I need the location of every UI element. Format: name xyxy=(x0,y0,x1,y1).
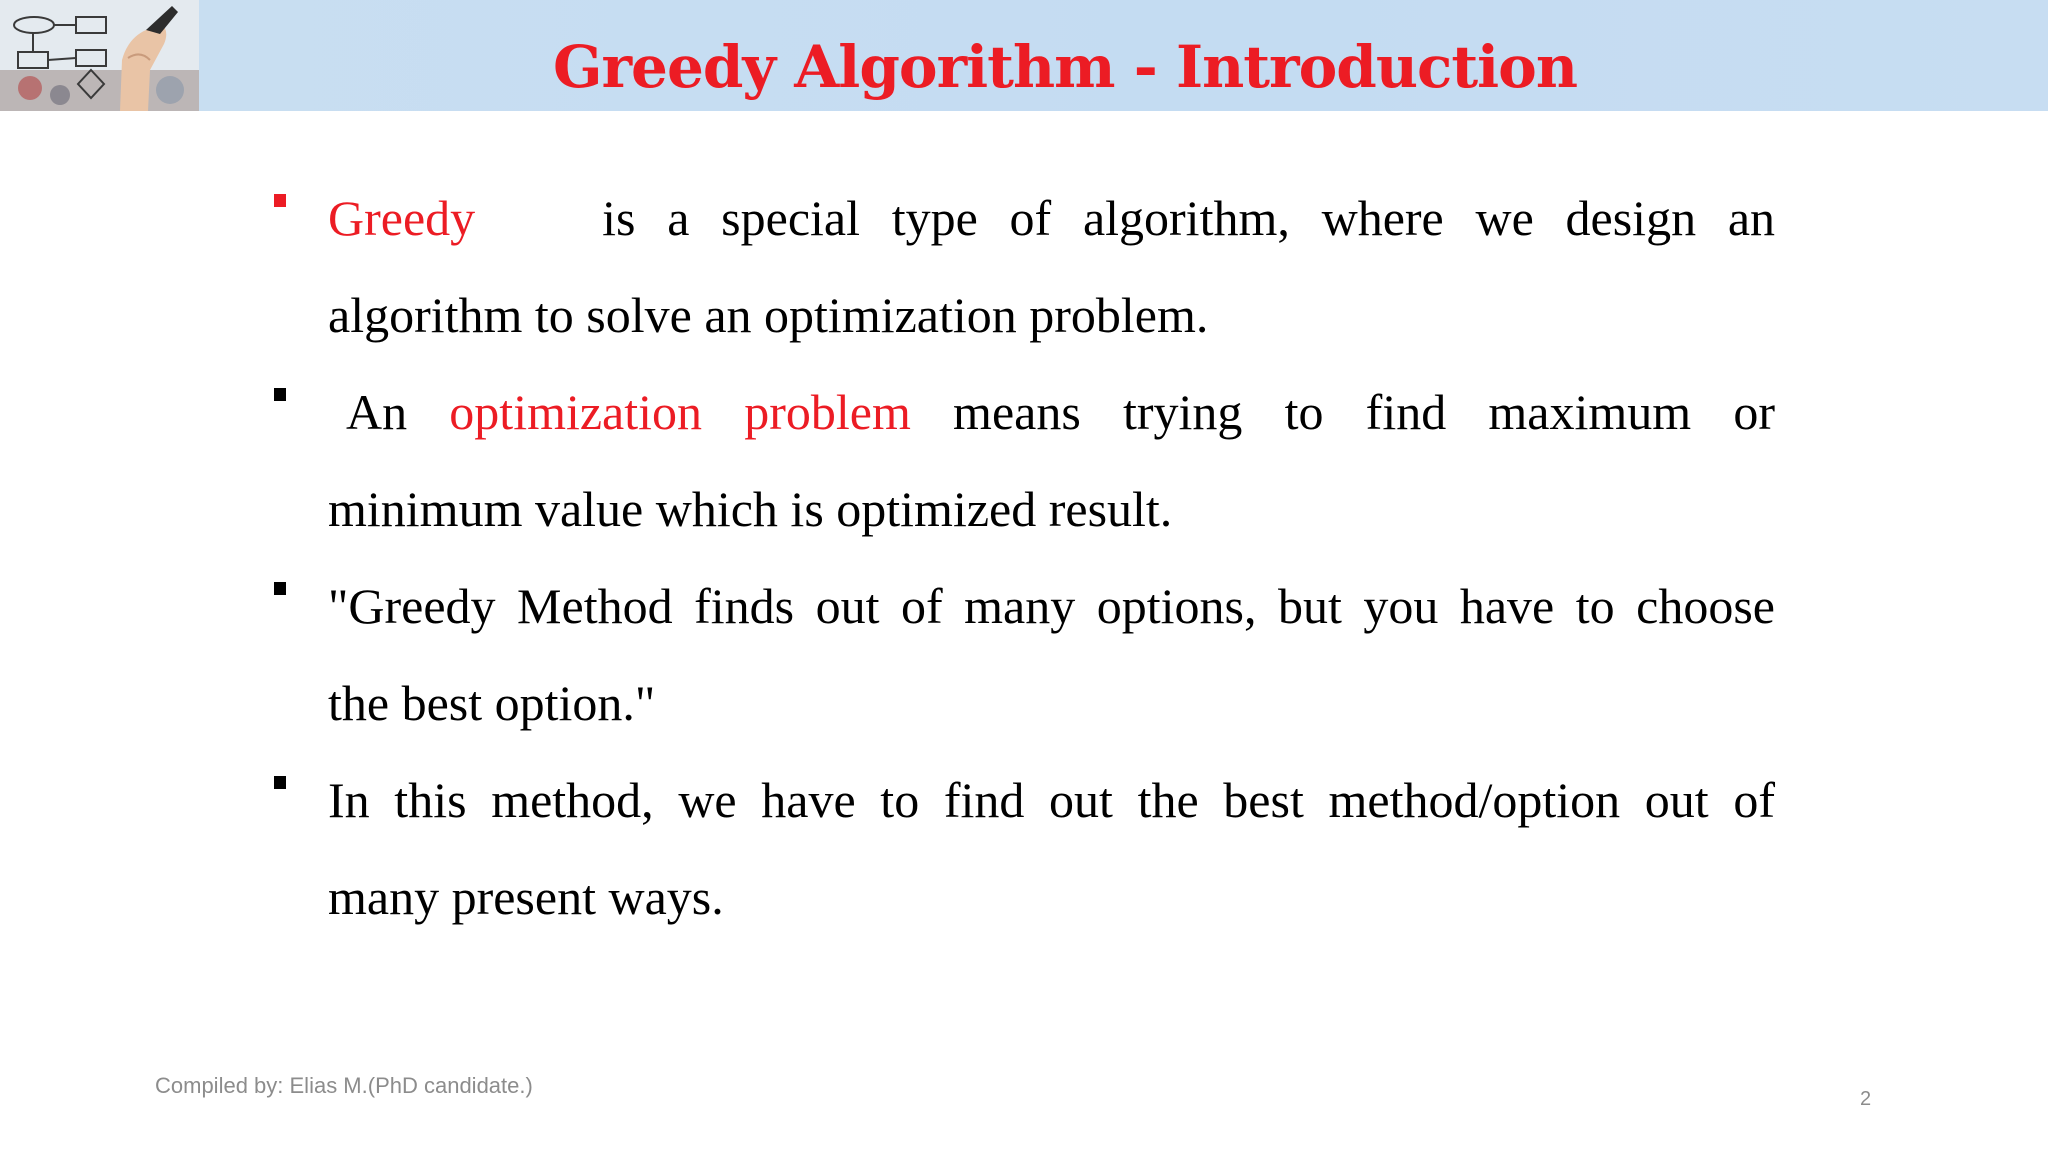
bullet-line: "Greedy Method finds out of many options, but you have to choose xyxy=(328,578,1775,634)
square-bullet-icon xyxy=(274,776,286,789)
bullet-item xyxy=(270,752,1775,946)
bullet-list xyxy=(270,170,1775,946)
square-bullet-icon xyxy=(274,388,286,401)
bullet-line: algorithm to solve an optimization problem. xyxy=(328,287,1209,343)
bullet-line xyxy=(328,170,1775,267)
bullet-text: is a special type of algorithm, where we design an xyxy=(602,190,1776,246)
bullet-line: In this method, we have to find out the best method/option out of xyxy=(328,772,1775,828)
bullet-line: many present ways. xyxy=(328,869,724,925)
bullet-line xyxy=(328,364,1775,461)
square-bullet-icon xyxy=(274,582,286,595)
highlight-term: Greedy xyxy=(328,190,476,246)
bullet-item xyxy=(270,558,1775,752)
bullet-line: the best option." xyxy=(328,675,656,731)
highlight-term: optimization problem xyxy=(449,384,911,440)
bullet-item xyxy=(270,170,1775,364)
bullet-text: An xyxy=(346,384,408,440)
flowchart-thumbnail-image xyxy=(0,0,199,111)
slide-title: Greedy Algorithm - Introduction xyxy=(552,33,1578,101)
square-bullet-red-icon xyxy=(274,194,286,207)
page-number: 2 xyxy=(1860,1088,1872,1110)
footer-credit: Compiled by: Elias M.(PhD candidate.) xyxy=(155,1073,533,1098)
bullet-item xyxy=(270,364,1775,558)
bullet-text: means trying to find maximum or xyxy=(953,384,1775,440)
bullet-line: minimum value which is optimized result. xyxy=(328,481,1173,537)
